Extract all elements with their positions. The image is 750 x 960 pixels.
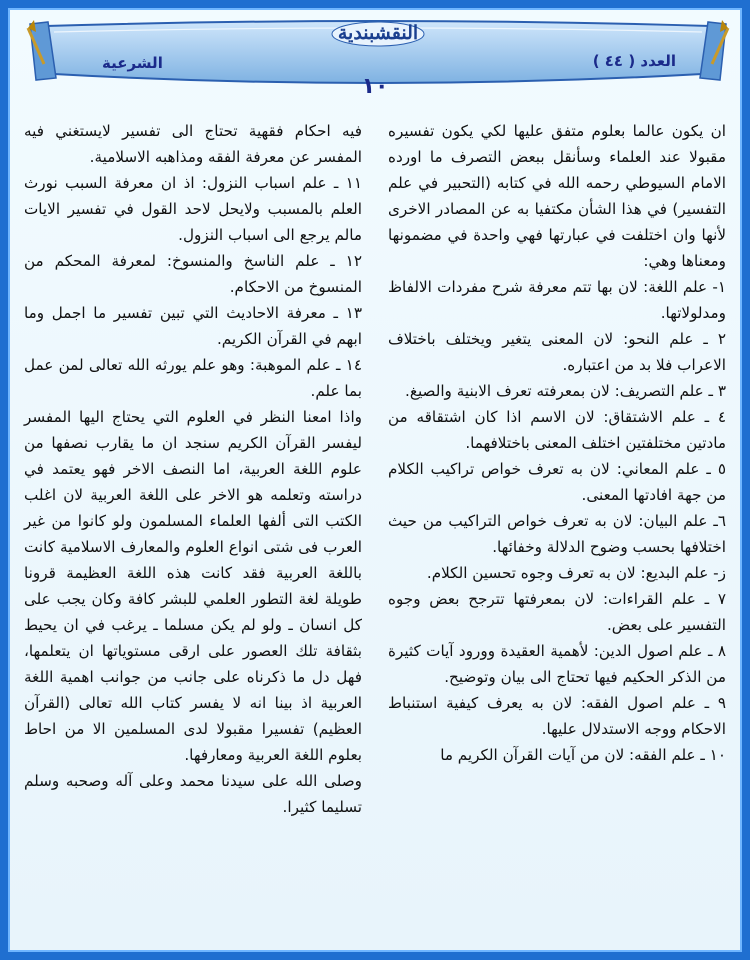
list-item: ٤ ـ علم الاشتقاق: لان الاسم اذا كان اشتقاقه من مادتين مختلفتين اختلف المعنى باختلافهما.	[388, 408, 726, 452]
paragraph: ١٢ ـ علم الناسخ والمنسوخ: لمعرفة المحكم من المنسوخ من الاحكام.	[24, 252, 362, 296]
list-item: ١٠ ـ علم الفقه: لان من آيات القرآن الكريم ما	[440, 746, 726, 764]
list-item: ١- علم اللغة: لان بها تتم معرفة شرح مفردات الالفاظ ومدلولاتها.	[388, 278, 726, 322]
paragraph: ١١ ـ علم اسباب النزول: اذ ان معرفة السبب نورث العلم بالمسبب ولايحل لاحد القول في تفسير الايات مالم يرجع الى اسباب النزول.	[24, 174, 362, 244]
paragraph: ١٤ ـ علم الموهبة: وهو علم يورثه الله تعالى لمن عمل بما علم.	[24, 356, 362, 400]
list-item: ٩ ـ علم اصول الفقه: لان به يعرف كيفية استنباط الاحكام ووجه الاستدلال عليها.	[388, 694, 726, 738]
list-item: ٢ ـ علم النحو: لان المعنى يتغير ويختلف باختلاف الاعراب فلا بد من اعتباره.	[388, 330, 726, 374]
article-body	[24, 118, 726, 938]
list-item: ٨ ـ علم اصول الدين: لأهمية العقيدة وورود آيات كثيرة من الذكر الحكيم فيها تحتاج الى بيان وتوضيح.	[388, 642, 726, 686]
magazine-title: النقشبندية	[337, 22, 419, 44]
paragraph: واذا امعنا النظر في العلوم التي يحتاج اليها المفسر ليفسر القرآن الكريم سنجد ان ما يقارب نصفها من علوم اللغة العربية، اما النصف الاخر فهو يعتمد في دراسته وتعلمه هو الاخر على اللغة العربية لان اغلب الكتب التى ألفها العلماء المسلمون ولو كانوا من غير العرب فى شتى انواع العلوم والمعارف الاسلامية كانت باللغة العربية فقد كانت هذه اللغة العظيمة قرونا طويلة لغة التطور العلمي للبشر كافة وكان يجب على كل انسان ـ ولو لم يكن مسلما ـ يرغب في ان يحيط بثقافة تلك العصور على ارقى مستوياتها ان يتعلمها، فهل دل ما ذكرناه على جانب من جوانب اهمية اللغة العربية اذ بينا انه لا يفسر كتاب الله تعالى (القرآن العظيم) تفسيرا مقبولا لدى المسلمين الا من احاط بعلوم اللغة العربية ومعارفها.	[24, 408, 362, 764]
closing-paragraph: وصلى الله على سيدنا محمد وعلى آله وصحبه وسلم تسليما كثيرا.	[24, 772, 362, 816]
section-name: الشرعية	[102, 54, 163, 72]
list-item: ٧ ـ علم القراءات: لان بمعرفتها تترجح بعض وجوه التفسير على بعض.	[388, 590, 726, 634]
paragraph: ١٣ ـ معرفة الاحاديث التي تبين تفسير ما اجمل وما ابهم في القرآن الكريم.	[24, 304, 362, 348]
paragraph: فيه احكام فقهية تحتاج الى تفسير لايستغني فيه المفسر عن معرفة الفقه ومذاهبه الاسلامية.	[24, 122, 362, 166]
list-item: ٦ـ علم البيان: لان به تعرف خواص التراكيب من حيث اختلافها بحسب وضوح الدلالة وخفائها.	[388, 512, 726, 556]
list-item: ٣ ـ علم التصريف: لان بمعرفته تعرف الابنية والصيغ.	[405, 382, 726, 400]
left-column	[24, 118, 362, 938]
list-item: ٥ ـ علم المعاني: لان به تعرف خواص تراكيب الكلام من جهة افادتها المعنى.	[388, 460, 726, 504]
issue-number: العدد ( ٤٤ )	[592, 52, 676, 70]
page-number: ١٠	[361, 74, 389, 99]
right-column	[388, 118, 726, 938]
list-item: ز- علم البديع: لان به تعرف وجوه تحسين الكلام.	[426, 564, 726, 582]
paragraph: ان يكون عالما بعلوم متفق عليها لكي يكون تفسيره مقبولا عند العلماء وسأنقل ببعض التصرف ما اورده الامام السيوطي رحمه الله في كتابه (التحبير في علم التفسير) في هذا الشأن مكتفيا به عن المصادر الاخرى لأنها وان اختلفت في عبارتها فهي واحدة في مضمونها ومعناها وهي:	[388, 122, 726, 270]
